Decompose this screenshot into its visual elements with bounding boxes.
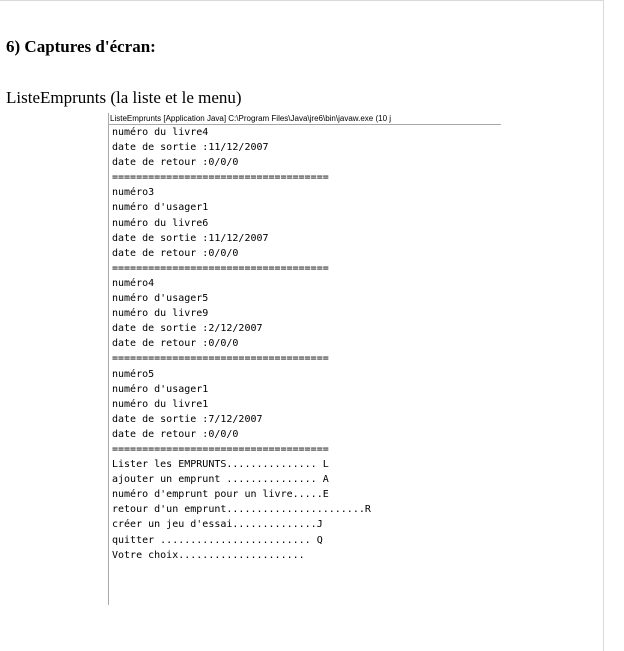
console-line: ==================================== xyxy=(112,172,329,184)
console-line: numéro du livre6 xyxy=(112,217,209,229)
console-line: numéro du livre9 xyxy=(112,308,209,320)
console-line: date de retour :0/0/0 xyxy=(112,247,239,259)
console-line: numéro d'usager5 xyxy=(112,293,209,305)
console-line: numéro d'usager1 xyxy=(112,383,209,395)
console-line: date de retour :0/0/0 xyxy=(112,338,239,350)
console-line: Votre choix..................... xyxy=(112,549,305,561)
screenshot-caption: ListeEmprunts (la liste et le menu) xyxy=(6,88,242,107)
console-line: quitter ......................... Q xyxy=(112,534,323,546)
console-line: numéro5 xyxy=(112,368,155,380)
console-line: date de retour :0/0/0 xyxy=(112,428,239,440)
console-line: numéro3 xyxy=(112,187,155,199)
console-output xyxy=(109,125,501,563)
console-screenshot xyxy=(108,113,501,605)
console-line: date de sortie :11/12/2007 xyxy=(112,142,269,154)
console-line: retour d'un emprunt.......................R xyxy=(112,504,371,516)
console-line: ==================================== xyxy=(112,262,329,274)
console-line: date de sortie :2/12/2007 xyxy=(112,323,263,335)
console-line: date de sortie :7/12/2007 xyxy=(112,413,263,425)
console-line: date de sortie :11/12/2007 xyxy=(112,232,269,244)
console-line: numéro d'emprunt pour un livre.....E xyxy=(112,489,329,501)
console-title: ListeEmprunts [Application Java] C:\Program Files\Java\jre6\bin\javaw.exe (10 j xyxy=(110,114,392,123)
console-line: numéro d'usager1 xyxy=(112,202,209,214)
console-line: date de retour :0/0/0 xyxy=(112,157,239,169)
console-line: numéro4 xyxy=(112,277,155,289)
console-line: numéro du livre4 xyxy=(112,127,209,138)
section-heading: 6) Captures d'écran: xyxy=(6,37,156,56)
console-line: Lister les EMPRUNTS............... L xyxy=(112,459,329,471)
console-line: numéro du livre1 xyxy=(112,398,209,410)
console-line: ==================================== xyxy=(112,353,329,365)
console-line: créer un jeu d'essai..............J xyxy=(112,519,323,531)
console-line: ajouter un emprunt ............... A xyxy=(112,474,329,486)
console-line: ==================================== xyxy=(112,443,329,455)
